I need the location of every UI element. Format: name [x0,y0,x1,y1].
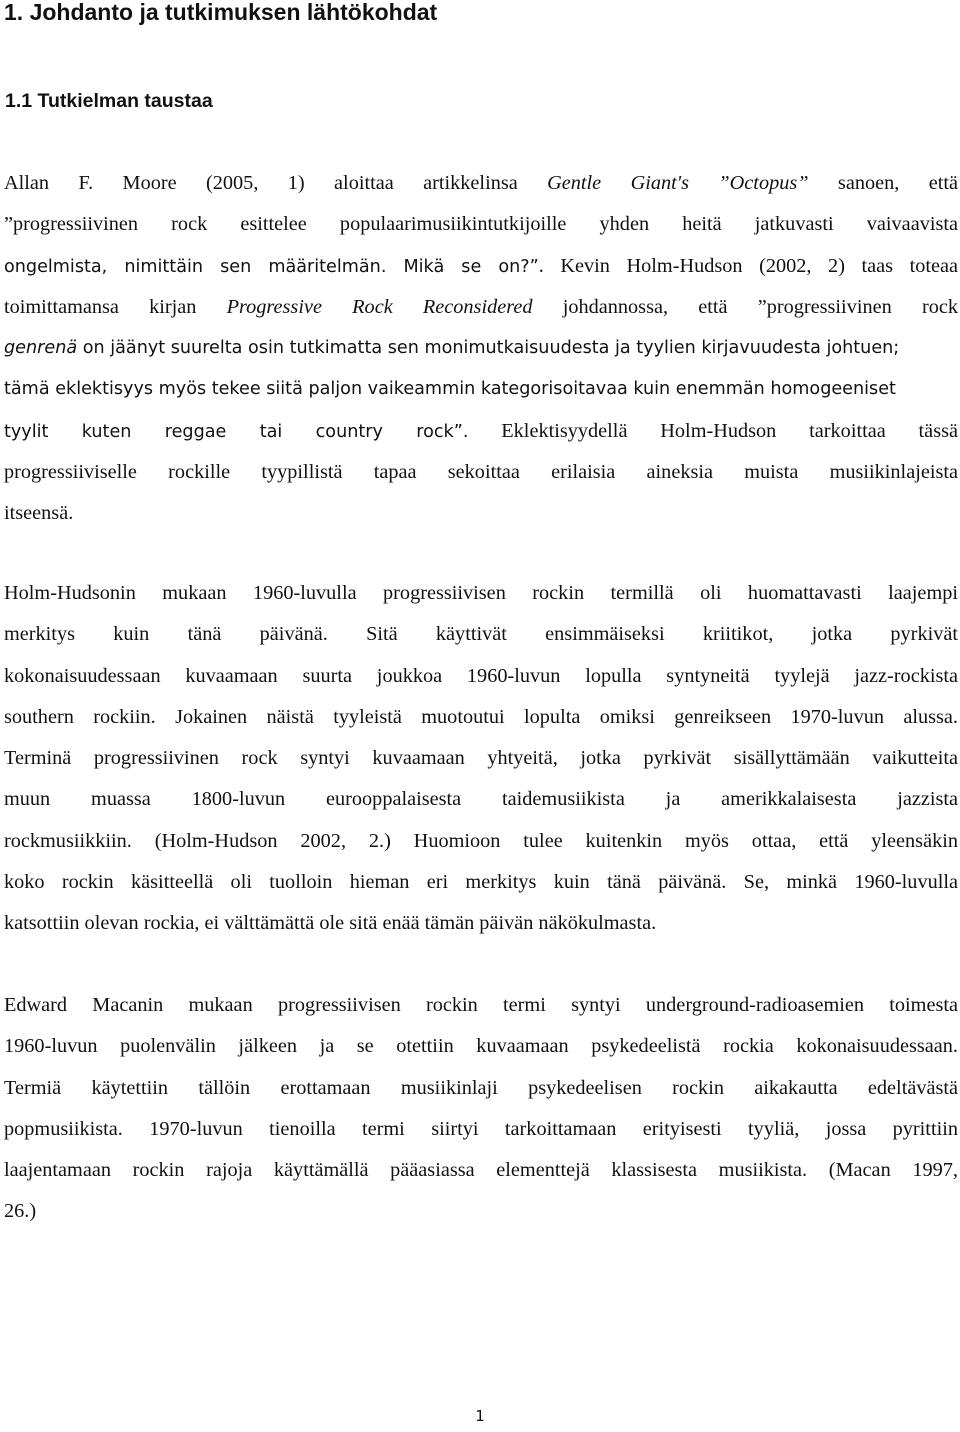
paragraph-2 [4,573,958,945]
text-line: toimittamansa kirjan Progressive Rock Reconsidered johdannossa, että ”progressiivinen rock [4,295,958,318]
paragraph-3 [4,985,958,1233]
text-line: muun muassa 1800-luvun eurooppalaisesta taidemusiikista ja amerikkalaisesta jazzista [4,788,958,811]
text-line: genrenä on jäänyt suurelta osin tutkimatta sen monimutkaisuudesta ja tyylien kirjavuudesta johtuen; [4,338,900,359]
text-line: southern rockiin. Jokainen näistä tyyleistä muotoutui lopulta omiksi genreikseen 1970-luvun alussa. [4,705,958,728]
chapter-heading: 1. Johdanto ja tutkimuksen lähtökohdat [4,0,438,25]
article-title: Gentle Giant's ”Octopus” [547,172,809,194]
text-line: Termiä käytettiin tällöin erottamaan musiikinlaji psykedeelisen rockin aikakautta edeltävästä [4,1076,958,1099]
text-line: laajentamaan rockin rajoja käyttämällä pääasiassa elementtejä klassisesta musiikista. (Macan 1997, [4,1159,958,1182]
section-heading: 1.1 Tutkielman taustaa [5,90,213,112]
text-line: Allan F. Moore (2005, 1) aloittaa artikkelinsa Gentle Giant's ”Octopus” sanoen, että [4,172,958,194]
text-line: merkitys kuin tänä päivänä. Sitä käyttivät ensimmäiseksi kriitikot, jotka pyrkivät [4,623,958,646]
paragraph-1 [4,163,958,535]
text-line: koko rockin käsitteellä oli tuolloin hieman eri merkitys kuin tänä päivänä. Se, minkä 1960-luvulla [4,871,958,894]
text-line: popmusiikista. 1970-luvun tienoilla termi siirtyi tarkoittamaan erityisesti tyyliä, jossa pyrittiin [4,1117,958,1140]
text-line: kokonaisuudessaan kuvaamaan suurta joukkoa 1960-luvun lopulla syntyneitä tyylejä jazz-rockista [4,664,958,687]
text-line: katsottiin olevan rockia, ei välttämättä ole sitä enää tämän päivän näkökulmasta. [4,912,657,935]
text-line: Holm-Hudsonin mukaan 1960-luvulla progressiivisen rockin termillä oli huomattavasti laajempi [4,582,958,604]
text-line: 26.) [4,1200,37,1223]
text-line: ”progressiivinen rock esittelee populaarimusiikintutkijoille yhden heitä jatkuvasti vaivaavista [4,213,958,236]
text-line: Edward Macanin mukaan progressiivisen rockin termi syntyi underground-radioasemien toimesta [4,994,958,1016]
text-line: ongelmista, nimittäin sen määritelmän. Mikä se on?”. Kevin Holm-Hudson (2002, 2) taas toteaa [4,254,959,277]
text-line: rockmusiikkiin. (Holm-Hudson 2002, 2.) Huomioon tulee kuitenkin myös ottaa, että yleensäkin [4,829,958,852]
text-line: tyylit kuten reggae tai country rock”. Eklektisyydellä Holm-Hudson tarkoittaa tässä [4,419,958,442]
text-line: itseensä. [4,502,74,525]
page-number: 1 [475,1407,485,1425]
text-line: 1960-luvun puolenvälin jälkeen ja se otettiin kuvaamaan psykedeelistä rockia kokonaisuudessaan. [4,1035,958,1058]
text-line: progressiiviselle rockille tyypillistä tapaa sekoittaa erilaisia aineksia muista musiikinlajeista [4,461,958,484]
text-line: tämä eklektisyys myös tekee siitä paljon vaikeammin kategorisoitavaa kuin enemmän homogeeniset [4,379,896,400]
book-title: Progressive Rock Reconsidered [226,295,533,318]
text-line: Terminä progressiivinen rock syntyi kuvaamaan yhtyeitä, jotka pyrkivät sisällyttämään vaikutteita [4,747,958,770]
